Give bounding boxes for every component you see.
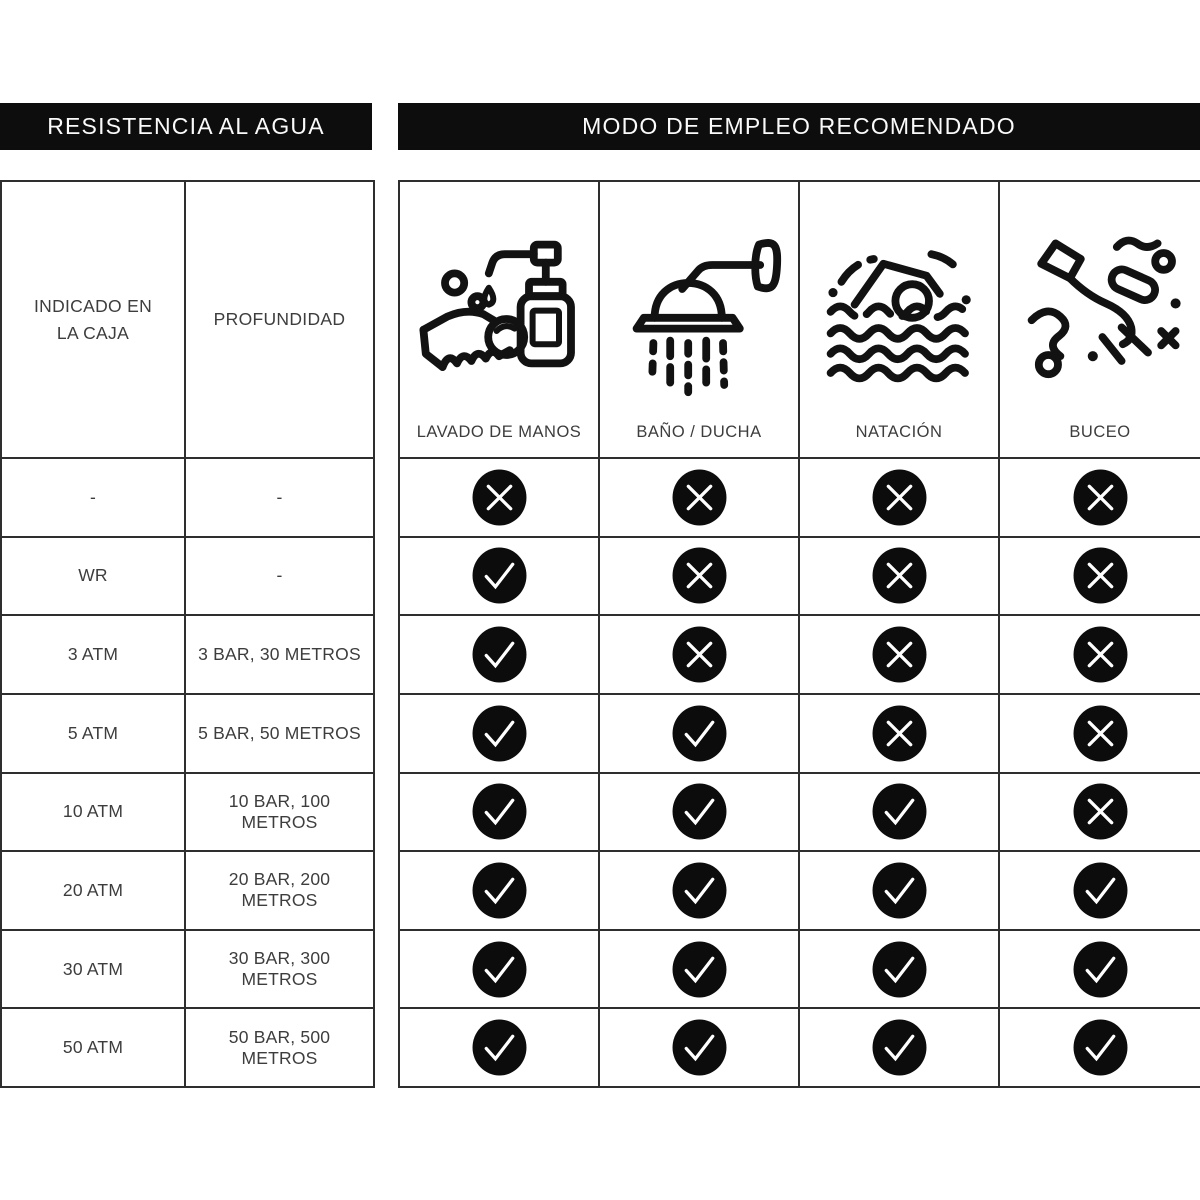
- mark-cell: [400, 1009, 600, 1088]
- mark-cell: [400, 459, 600, 538]
- mark-cell: [800, 852, 1000, 931]
- profundidad-cell: -: [186, 459, 375, 538]
- mark-cell: [600, 538, 800, 617]
- activity-label-natacion: NATACIÓN: [855, 423, 943, 441]
- swimming-icon: [815, 227, 983, 399]
- check-icon: [471, 1019, 528, 1076]
- mark-cell: [800, 616, 1000, 695]
- check-icon: [1072, 1019, 1129, 1076]
- check-icon: [871, 941, 928, 998]
- mark-cell: [800, 695, 1000, 774]
- check-icon: [671, 705, 728, 762]
- column-header-profundidad: PROFUNDIDAD: [186, 182, 375, 459]
- x-icon: [671, 547, 728, 604]
- x-icon: [871, 705, 928, 762]
- mark-cell: [1000, 1009, 1200, 1088]
- mark-cell: [800, 774, 1000, 853]
- indicado-cell: 5 ATM: [2, 695, 186, 774]
- check-icon: [671, 1019, 728, 1076]
- mark-cell: [1000, 459, 1200, 538]
- mark-cell: [800, 459, 1000, 538]
- x-icon: [1072, 705, 1129, 762]
- check-icon: [471, 626, 528, 683]
- check-icon: [871, 862, 928, 919]
- check-icon: [471, 941, 528, 998]
- mark-cell: [800, 931, 1000, 1010]
- check-icon: [671, 862, 728, 919]
- activity-header-ducha: [600, 182, 800, 459]
- mark-cell: [1000, 538, 1200, 617]
- left-panel-header: [0, 103, 372, 150]
- indicado-cell: WR: [2, 538, 186, 617]
- check-icon: [471, 783, 528, 840]
- mark-cell: [400, 695, 600, 774]
- left-panel-title: RESISTENCIA AL AGUA: [47, 113, 325, 139]
- profundidad-cell: 3 BAR, 30 METROS: [186, 616, 375, 695]
- right-panel-header: [398, 103, 1200, 150]
- mark-cell: [600, 459, 800, 538]
- column-header-indicado: INDICADO EN LA CAJA: [2, 182, 186, 459]
- mark-cell: [600, 616, 800, 695]
- mark-cell: [800, 1009, 1000, 1088]
- mark-cell: [400, 616, 600, 695]
- x-icon: [1072, 783, 1129, 840]
- x-icon: [671, 626, 728, 683]
- mark-cell: [600, 931, 800, 1010]
- x-icon: [1072, 626, 1129, 683]
- mark-cell: [1000, 695, 1200, 774]
- mark-cell: [400, 774, 600, 853]
- indicado-cell: 30 ATM: [2, 931, 186, 1010]
- activity-label-buceo: BUCEO: [1069, 423, 1131, 441]
- profundidad-cell: 50 BAR, 500 METROS: [186, 1009, 375, 1088]
- shower-icon: [615, 227, 783, 399]
- activity-label-ducha: BAÑO / DUCHA: [636, 423, 762, 441]
- mark-cell: [400, 538, 600, 617]
- profundidad-cell: -: [186, 538, 375, 617]
- activity-header-buceo: [1000, 182, 1200, 459]
- resistance-table: [0, 180, 375, 1088]
- mark-cell: [800, 538, 1000, 617]
- handwash-icon: [415, 227, 583, 399]
- mark-cell: [1000, 852, 1200, 931]
- right-panel-title: MODO DE EMPLEO RECOMENDADO: [582, 113, 1016, 139]
- indicado-cell: 20 ATM: [2, 852, 186, 931]
- indicado-cell: -: [2, 459, 186, 538]
- profundidad-cell: 30 BAR, 300 METROS: [186, 931, 375, 1010]
- check-icon: [471, 862, 528, 919]
- activity-header-lavado: [400, 182, 600, 459]
- check-icon: [671, 783, 728, 840]
- mark-cell: [1000, 616, 1200, 695]
- mark-cell: [600, 695, 800, 774]
- x-icon: [671, 469, 728, 526]
- check-icon: [871, 783, 928, 840]
- mark-cell: [400, 931, 600, 1010]
- mark-cell: [1000, 931, 1200, 1010]
- activity-label-lavado: LAVADO DE MANOS: [416, 423, 582, 441]
- check-icon: [471, 547, 528, 604]
- profundidad-cell: 5 BAR, 50 METROS: [186, 695, 375, 774]
- indicado-cell: 50 ATM: [2, 1009, 186, 1088]
- check-icon: [1072, 941, 1129, 998]
- x-icon: [871, 547, 928, 604]
- x-icon: [471, 469, 528, 526]
- mark-cell: [1000, 774, 1200, 853]
- mark-cell: [600, 1009, 800, 1088]
- mark-cell: [400, 852, 600, 931]
- check-icon: [671, 941, 728, 998]
- x-icon: [871, 469, 928, 526]
- x-icon: [871, 626, 928, 683]
- activity-header-natacion: [800, 182, 1000, 459]
- check-icon: [471, 705, 528, 762]
- x-icon: [1072, 547, 1129, 604]
- diving-icon: [1016, 227, 1184, 399]
- mark-cell: [600, 774, 800, 853]
- indicado-cell: 3 ATM: [2, 616, 186, 695]
- check-icon: [871, 1019, 928, 1076]
- profundidad-cell: 10 BAR, 100 METROS: [186, 774, 375, 853]
- usage-table: [398, 180, 1200, 1088]
- mark-cell: [600, 852, 800, 931]
- profundidad-cell: 20 BAR, 200 METROS: [186, 852, 375, 931]
- indicado-cell: 10 ATM: [2, 774, 186, 853]
- check-icon: [1072, 862, 1129, 919]
- x-icon: [1072, 469, 1129, 526]
